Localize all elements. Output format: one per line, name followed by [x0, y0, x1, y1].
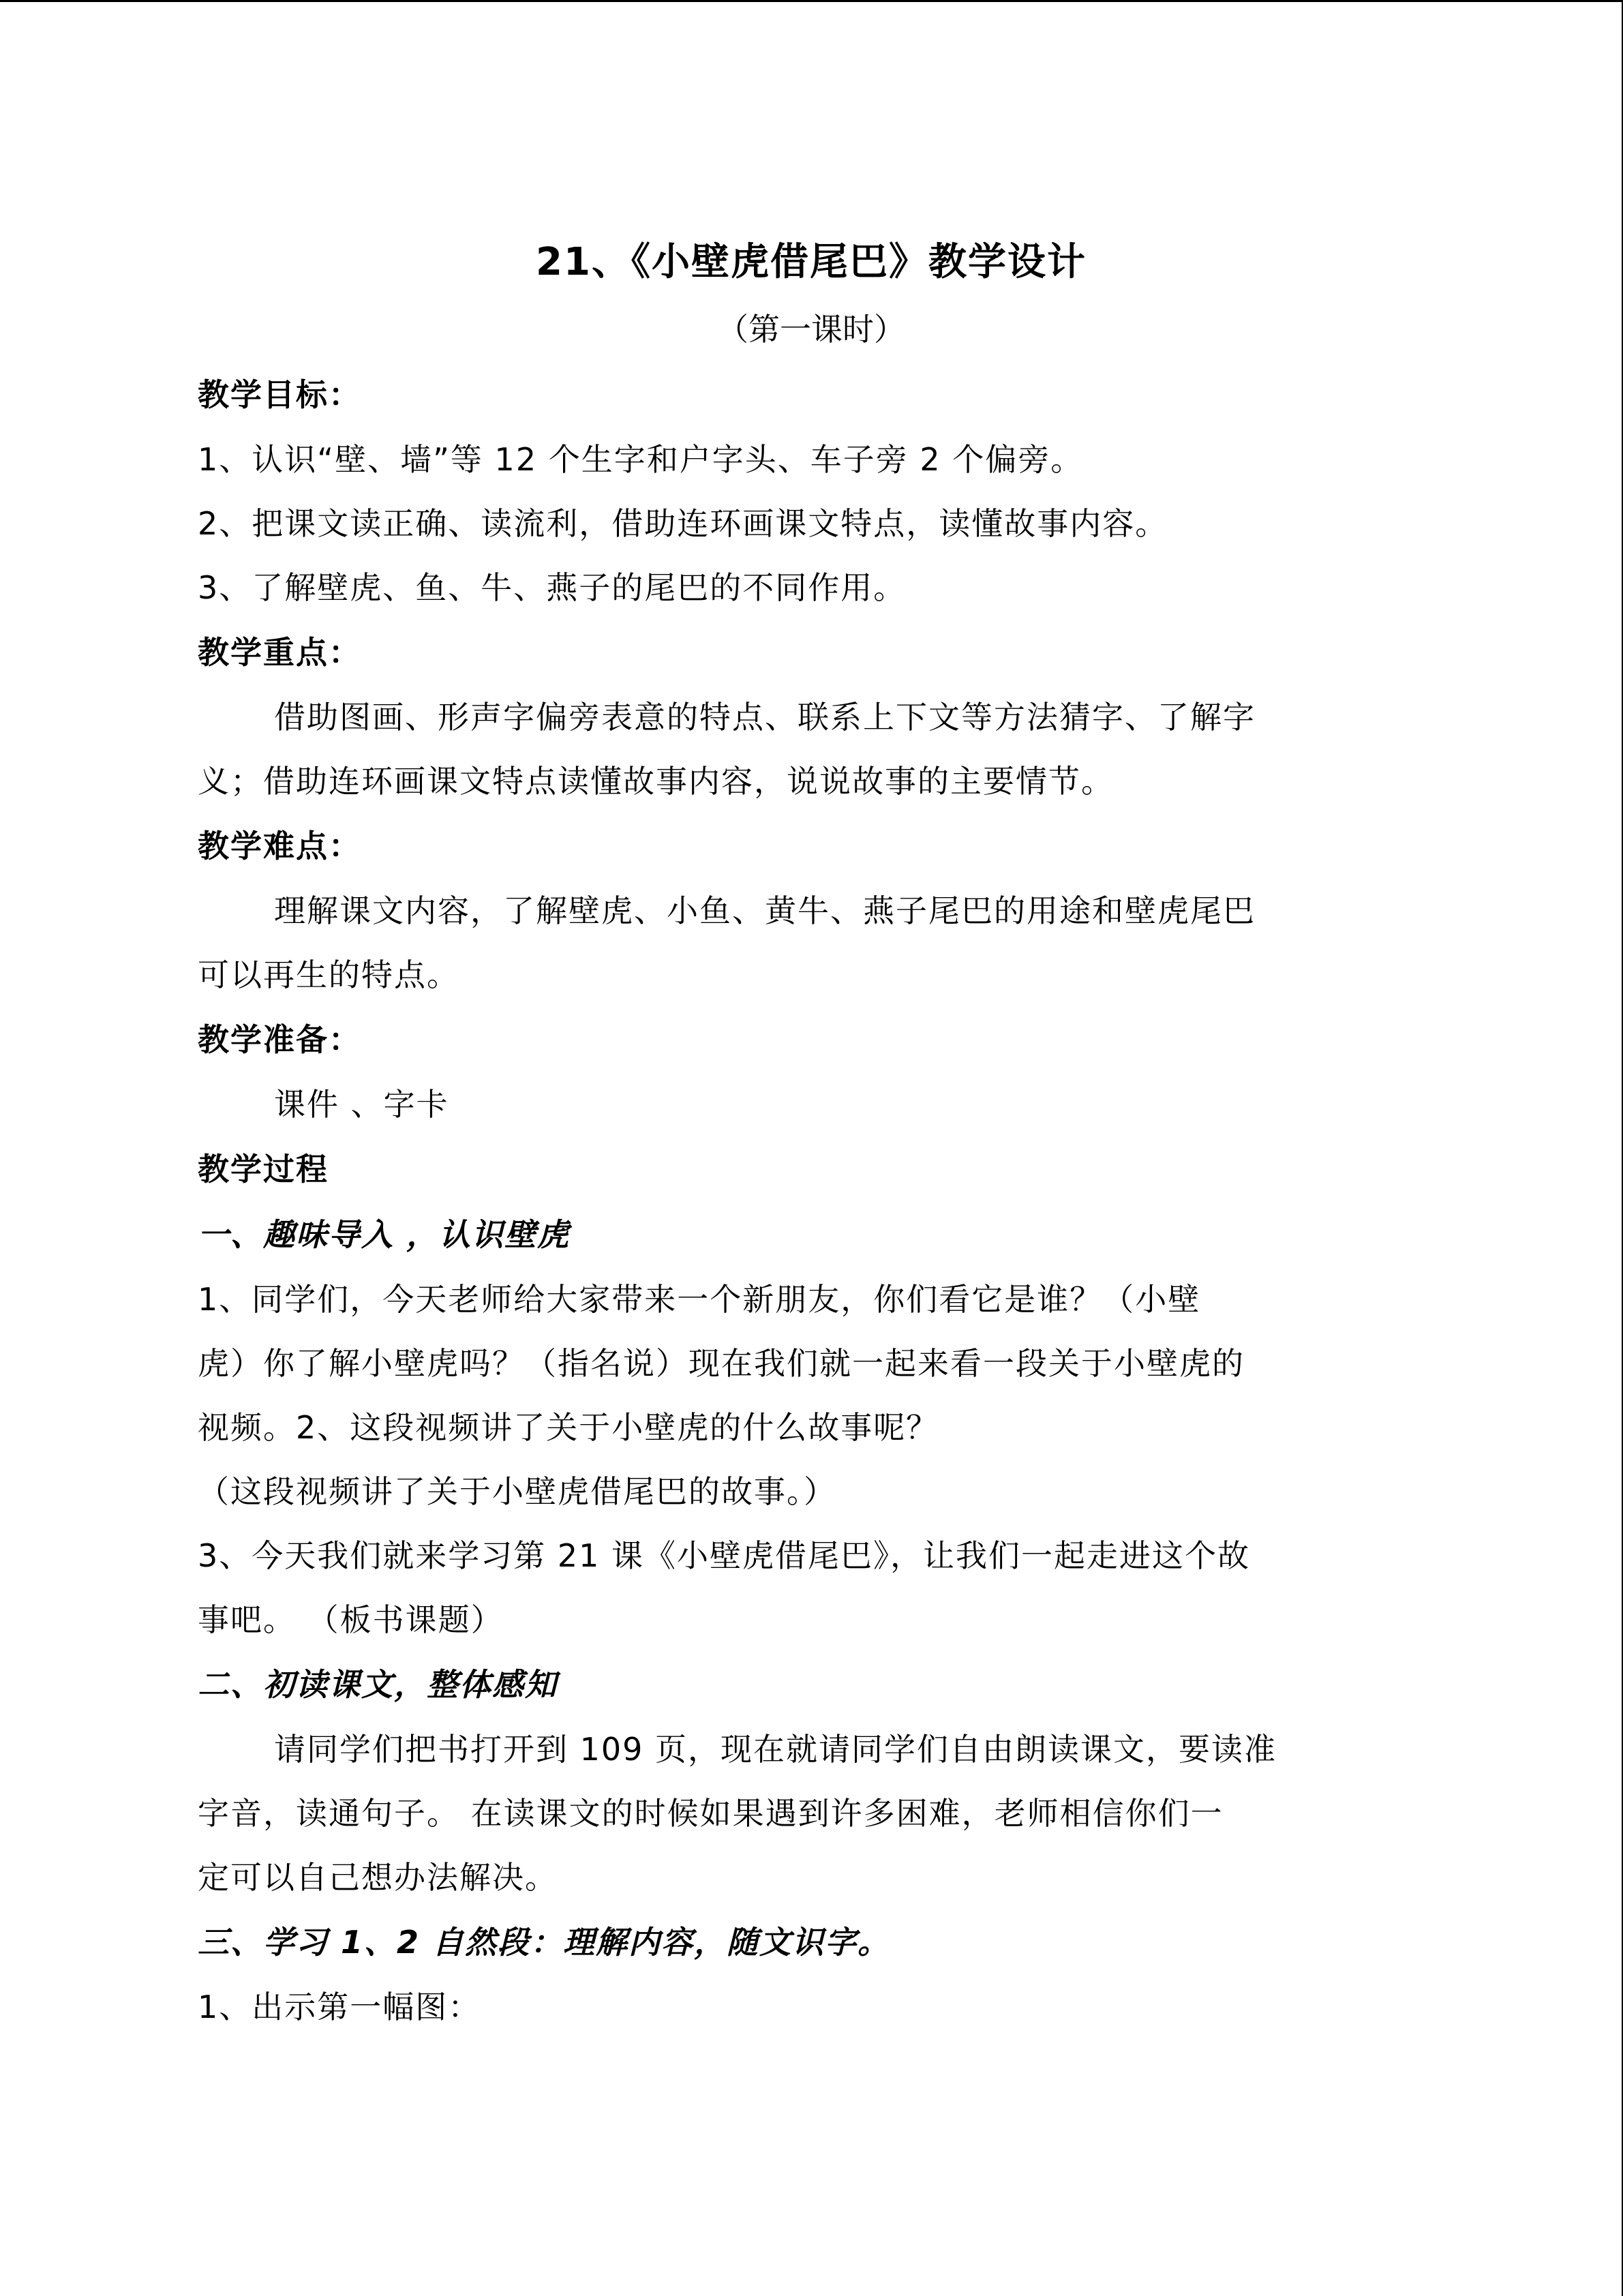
difficulties-text: 理解课文内容，了解壁虎、小鱼、黄牛、燕子尾巴的用途和壁虎尾巴	[274, 892, 1256, 929]
key-points-heading: 教学重点：	[198, 634, 361, 671]
page-title: 21、《小壁虎借尾巴》教学设计	[536, 240, 1087, 284]
document-body	[198, 228, 1425, 2039]
page-subtitle: （第一课时）	[717, 311, 905, 348]
part1-heading: 一、趣味导入 ，认识壁虎	[198, 1216, 571, 1253]
difficulties-heading: 教学难点：	[198, 828, 361, 864]
part1-line: 3、今天我们就来学习第 21 课《小壁虎借尾巴》，让我们一起走进这个故	[198, 1537, 1251, 1574]
part1-line: 视频。2、这段视频讲了关于小壁虎的什么故事呢？	[198, 1409, 939, 1446]
part1-line: 虎）你了解小壁虎吗？（指名说）现在我们就一起来看一段关于小壁虎的	[198, 1345, 1245, 1382]
process-heading: 教学过程	[198, 1151, 329, 1188]
part2-line: 定可以自己想办法解决。	[198, 1859, 558, 1896]
preparation-text: 课件 、字卡	[274, 1086, 449, 1123]
part2-line: 字音，读通句子。 在读课文的时候如果遇到许多困难，老师相信你们一	[198, 1795, 1224, 1832]
key-points-text: 借助图画、形声字偏旁表意的特点、联系上下文等方法猜字、了解字	[274, 699, 1256, 736]
part1-line: 1、同学们，今天老师给大家带来一个新朋友，你们看它是谁？（小壁	[198, 1281, 1201, 1318]
goal-item: 2、把课文读正确、读流利，借助连环画课文特点，读懂故事内容。	[198, 505, 1168, 542]
part2-line: 请同学们把书打开到 109 页，现在就请同学们自由朗读课文，要读准	[274, 1731, 1277, 1768]
key-points-text: 义；借助连环画课文特点读懂故事内容，说说故事的主要情节。	[198, 763, 1114, 800]
goal-item: 1、认识“壁、墙”等 12 个生字和户字头、车子旁 2 个偏旁。	[198, 441, 1084, 478]
goal-item: 3、了解壁虎、鱼、牛、燕子的尾巴的不同作用。	[198, 569, 907, 606]
preparation-heading: 教学准备：	[198, 1021, 361, 1058]
part2-heading: 二、初读课文，整体感知	[198, 1666, 558, 1703]
part1-line: 事吧。 （板书课题）	[198, 1601, 504, 1638]
part3-heading: 三、学习 1、2 自然段：理解内容，随文识字。	[198, 1924, 891, 1961]
part1-line: （这段视频讲了关于小壁虎借尾巴的故事。）	[198, 1473, 836, 1510]
difficulties-text: 可以再生的特点。	[198, 956, 459, 993]
goals-heading: 教学目标：	[198, 376, 361, 413]
part3-line: 1、出示第一幅图：	[198, 1989, 481, 2025]
